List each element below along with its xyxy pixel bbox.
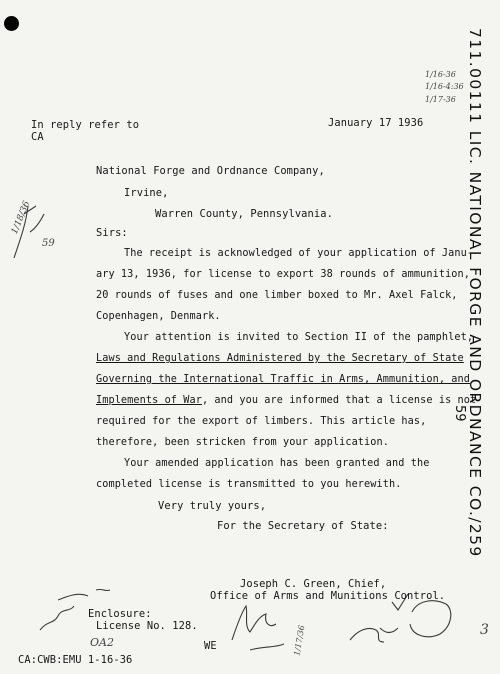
reply-code: CA (31, 131, 44, 143)
handwritten-date-1: 1/16-36 (425, 70, 456, 79)
body-line: Your amended application has been granted and the (124, 458, 430, 469)
body-line: Copenhagen, Denmark. (96, 311, 221, 322)
handwritten-date-2: 1/16-4:36 (425, 82, 464, 91)
body-line: Your attention is invited to Section II of the pamphlet, (124, 332, 474, 343)
handwritten-bottom-left: OA2 (90, 636, 114, 649)
addressee-line-1: National Forge and Ordnance Company, (96, 165, 325, 177)
signature-scribble (232, 606, 284, 650)
handwritten-date-3: 1/17-36 (425, 95, 456, 104)
body-line: required for the export of limbers. This article has, (96, 416, 427, 427)
closing-line-2: For the Secretary of State: (217, 520, 389, 532)
body-line: ary 13, 1936, for license to export 38 rounds of ammunition, (96, 269, 471, 280)
enclosure-label: Enclosure: (88, 608, 152, 620)
pamphlet-title-line-1: Laws and Regulations Administered by the Secretary of State (96, 353, 464, 364)
body-line: therefore, been stricken from your application. (96, 437, 389, 448)
enclosure-item: License No. 128. (96, 620, 198, 632)
letter-date: January 17 1936 (328, 117, 424, 129)
body-line-continuation: , and you are informed that a license is not (201, 395, 477, 406)
body-line: 20 rounds of fuses and one limber boxed to Mr. Axel Falck, (96, 290, 458, 301)
addressee-line-3: Warren County, Pennsylvania. (155, 208, 333, 220)
stamp-outline (410, 601, 451, 637)
handwritten-date-mark: 1/17/36 (292, 624, 307, 657)
addressee-line-2: Irvine, (124, 187, 169, 199)
signer-office: Office of Arms and Munitions Control. (210, 590, 446, 602)
pamphlet-title-line-2: Governing the International Traffic in Arms, Ammunition, and (96, 374, 471, 385)
reply-refer-line: In reply refer to (31, 119, 140, 131)
reference-code: CA:CWB:EMU 1-16-36 (18, 654, 133, 666)
margin-file-label: 711.00111 LIC. NATIONAL FORGE AND ORDNANCE CO./259 (466, 28, 484, 558)
pamphlet-title-line-3: Implements of War (96, 395, 202, 406)
body-line: The receipt is acknowledged of your application of Janu- (124, 248, 474, 259)
margin-file-number: 59 (452, 405, 467, 422)
bottom-right-scribble (350, 628, 398, 642)
signer-name: Joseph C. Green, Chief, (240, 578, 387, 590)
body-line: completed license is transmitted to you herewith. (96, 479, 402, 490)
handwritten-bottom-right: 3 (480, 622, 489, 638)
handwritten-left-margin-2: 59 (42, 238, 55, 249)
salutation: Sirs: (96, 227, 128, 239)
body-line (96, 395, 476, 406)
handwritten-left-margin: 1/18/36 (10, 199, 33, 236)
closing-line-1: Very truly yours, (158, 500, 267, 512)
typist-initials: WE (204, 640, 217, 652)
